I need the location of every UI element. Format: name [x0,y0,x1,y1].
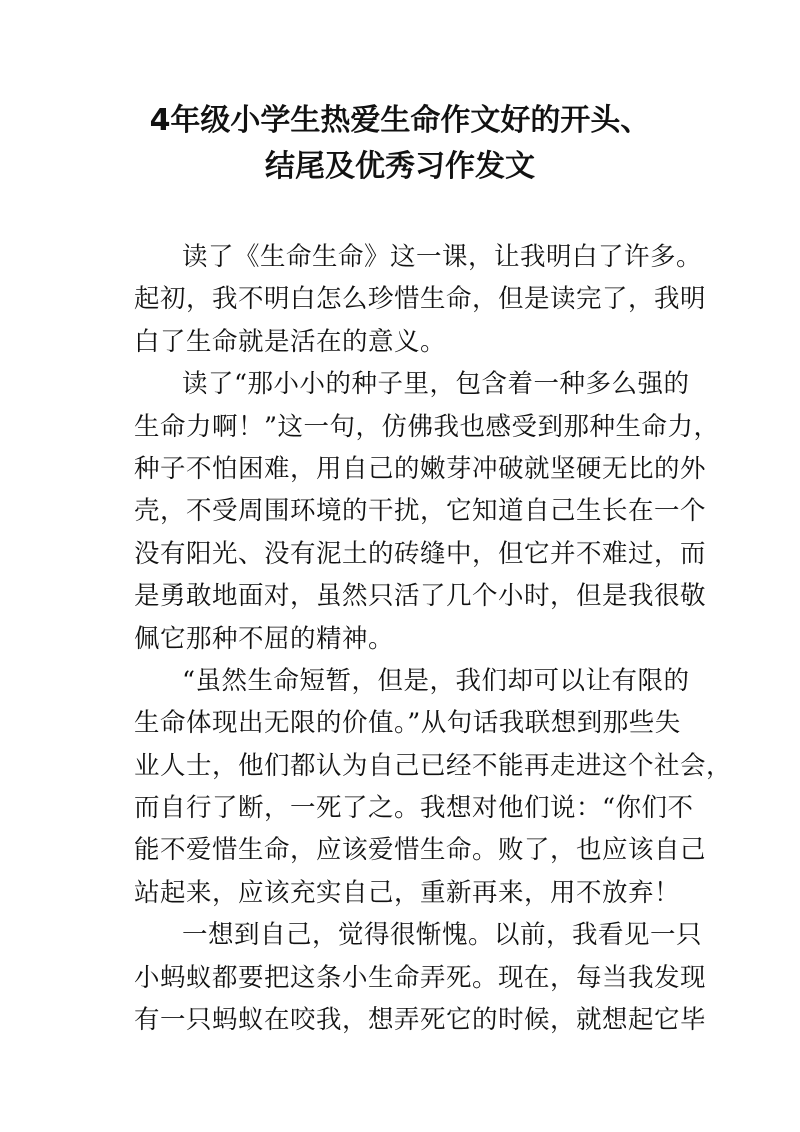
body-line: 小蚂蚁都要把这条小生命弄死。现在，每当我发现 [134,962,707,993]
document-title-line-2: 结尾及优秀习作发文 [265,149,535,184]
body-line: 壳，不受周围环境的干扰，它知道自己生长在一个 [134,496,707,527]
body-line: 业人士，他们都认为自己已经不能再走进这个社会， [134,750,733,781]
body-line: 读了“那小小的种子里，包含着一种多么强的 [182,369,690,400]
document-body [134,236,733,1041]
body-line: 是勇敢地面对，虽然只活了几个小时，但是我很敬 [134,581,707,612]
body-line: 起初，我不明白怎么珍惜生命，但是读完了，我明 [134,284,707,315]
body-line: 种子不怕困难，用自己的嫩芽冲破就坚硬无比的外 [134,453,707,484]
body-line: 没有阳光、没有泥土的砖缝中，但它并不难过，而 [134,538,707,569]
body-line: 一想到自己，觉得很惭愧。以前，我看见一只 [182,920,703,951]
body-line: 站起来，应该充实自己，重新再来，用不放弃！ [134,877,681,908]
document-title-line-1: 4年级小学生热爱生命作文好的开头、 [149,103,651,138]
body-line: 读了《生命生命》这一课，让我明白了许多。 [182,242,703,272]
body-line: 而自行了断，一死了之。我想对他们说：“你们不 [134,793,694,824]
body-line: “虽然生命短暂，但是，我们却可以让有限的 [182,665,690,696]
body-line: 生命体现出无限的价值。”从句话我联想到那些失 [134,708,681,739]
body-line: 能不爱惜生命，应该爱惜生命。败了，也应该自己 [134,835,707,866]
body-line: 佩它那种不屈的精神。 [134,623,395,654]
body-line: 白了生命就是活在的意义。 [134,326,447,357]
body-line: 有一只蚂蚁在咬我，想弄死它的时候，就想起它毕 [134,1005,707,1036]
body-line: 生命力啊！”这一句，仿佛我也感受到那种生命力， [134,411,720,442]
